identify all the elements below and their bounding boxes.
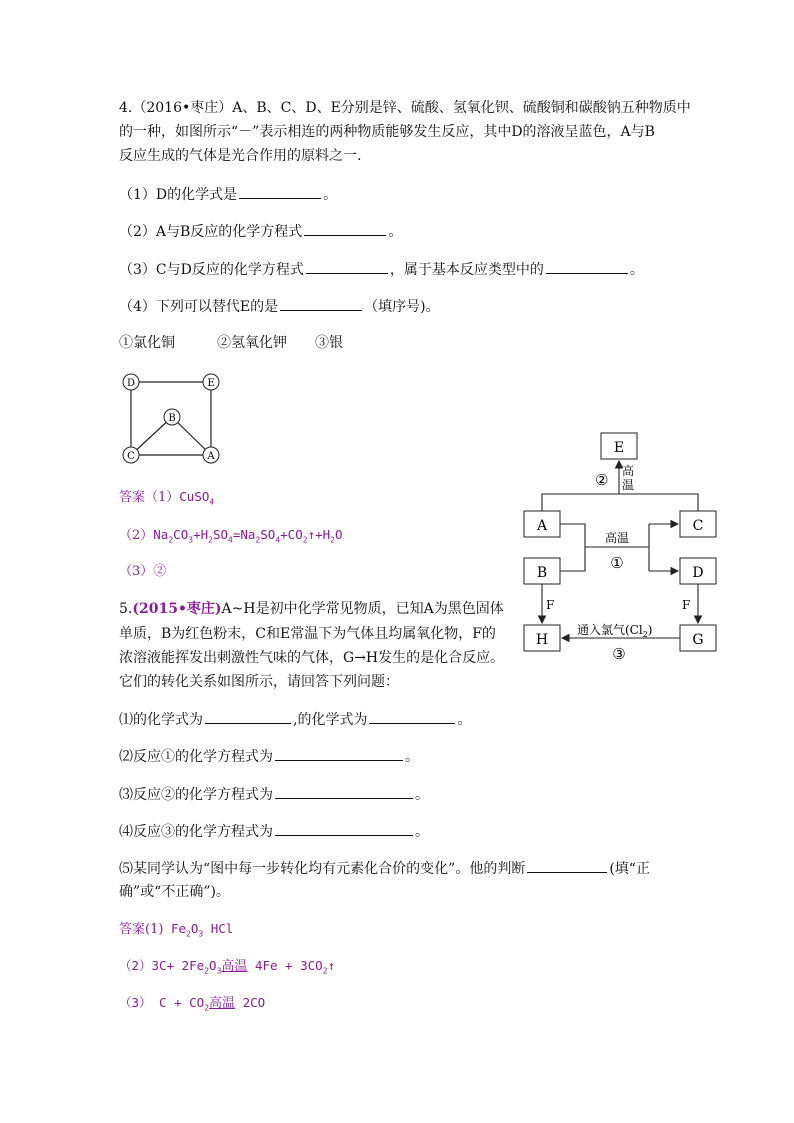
- q4-sub3-mid: ，属于基本反应类型中的: [389, 262, 544, 278]
- svg-text:G: G: [692, 632, 704, 648]
- q5-answer-1-part: HCl: [203, 921, 234, 936]
- q4-intro-line-3: 反应生成的气体是光合作用的原料之一.: [119, 148, 362, 164]
- svg-text:E: E: [613, 440, 625, 456]
- q4-sub1: [119, 184, 337, 205]
- q4-answer-2-sub: 2: [302, 535, 308, 545]
- box-b: [524, 558, 560, 584]
- q5-answer-1-part: Fe: [170, 921, 187, 936]
- label-gaowen-mid: 高温: [604, 531, 630, 545]
- q5-sub1-text-b: ,的化学式为: [293, 712, 368, 728]
- q5-sub4-end: 。: [415, 824, 429, 840]
- q4-answer-1-sub: 4: [209, 497, 215, 507]
- q5-sub2-blank[interactable]: [275, 746, 403, 761]
- box-e: [601, 433, 637, 459]
- q5-sub1-end: 。: [457, 712, 472, 728]
- q4-sub4-end: （填序号)。: [364, 299, 440, 315]
- q5-answer-2-sub: 2: [322, 966, 328, 976]
- q5-sub3-end: 。: [415, 787, 429, 803]
- q5-sub2: [119, 746, 419, 767]
- q5-sub2-end: 。: [405, 749, 419, 765]
- q5-source: (2015•枣庄): [132, 601, 222, 617]
- q4-answer-2-sub: 4: [228, 535, 233, 545]
- q5-answer-3-prefix: （3） C + CO: [119, 995, 205, 1010]
- box-g: [680, 625, 716, 651]
- q4-answer-1: [119, 487, 214, 513]
- q4-sub4-text: （4）下列可以替代E的是: [119, 299, 279, 315]
- q4-answer-2-prefix: （2）: [119, 528, 154, 543]
- q4-answer-1-value: CuSO: [179, 489, 210, 504]
- label-circle-3: ③: [612, 645, 626, 663]
- q5-sub1-blank-1[interactable]: [205, 709, 291, 724]
- q5-answer-2-condition: 高温: [221, 959, 248, 974]
- svg-text:E: E: [207, 378, 215, 389]
- q4-sub1-text: （1）D的化学式是: [119, 187, 238, 203]
- q4-sub1-blank[interactable]: [239, 184, 321, 199]
- q4-sub3-blank-2[interactable]: [546, 259, 628, 274]
- q5-answer-2-part: 4Fe + 3CO: [247, 958, 323, 973]
- q5-answer-2-part: O: [209, 958, 217, 973]
- q4-answer-2-part: SO: [260, 527, 276, 542]
- q4-reaction-diagram: [118, 370, 228, 466]
- q5-sub1-blank-2[interactable]: [369, 709, 455, 724]
- q4-options: ①氯化铜 ②氢氧化钾 ③银: [119, 335, 343, 351]
- q5-answer-1-sub: 2: [186, 929, 191, 939]
- label-circle-2: ②: [595, 471, 609, 489]
- q5-sub5: [119, 858, 650, 879]
- q5-sub5-line-2: 确”或“不正确”)。: [119, 884, 230, 900]
- svg-text:D: D: [126, 378, 136, 389]
- q4-answer-2-sub: 2: [330, 535, 335, 545]
- q4-answer-2-sub: 2: [255, 535, 261, 545]
- line-a-c-top: [542, 494, 698, 511]
- q5-intro-line-4: 它们的转化关系如图所示，请回答下列问题：: [119, 674, 399, 690]
- q4-sub3-text: （3）C与D反应的化学方程式: [119, 262, 304, 278]
- q4-sub3-blank-1[interactable]: [306, 259, 388, 274]
- q4-answer-2-part: Na: [153, 527, 169, 542]
- q5-answer-3-sub: 2: [204, 1003, 210, 1013]
- q5-flow-diagram: [515, 425, 730, 665]
- svg-text:A: A: [536, 518, 548, 534]
- q5-answer-1-label: 答案(1): [119, 922, 164, 937]
- node-e: [203, 374, 219, 390]
- q5-answer-3-condition: 高温: [209, 996, 236, 1011]
- q5-answer-1: [119, 919, 233, 945]
- q4-sub2: [119, 221, 402, 242]
- q4-answer-2-part: CO: [173, 527, 189, 542]
- q4-answer-2-sub: 2: [208, 535, 213, 545]
- q4-answer-2-part: SO: [212, 527, 229, 542]
- q4-sub3-end: 。: [629, 262, 644, 278]
- label-gao-top: 高: [622, 464, 635, 478]
- q5-answer-2-sub: 2: [204, 966, 210, 976]
- svg-text:B: B: [536, 565, 548, 581]
- svg-text:C: C: [127, 451, 135, 462]
- q4-sub3: [119, 259, 644, 280]
- q4-answer-2-sub: 4: [275, 535, 281, 545]
- q4-answer-2: [119, 525, 342, 551]
- label-chlorine: 通入氯气$(Cl_2)$: [577, 623, 653, 639]
- q4-answer-1-label: 答案（1）: [119, 490, 180, 505]
- q5-sub2-text: ⑵反应①的化学方程式为: [119, 749, 273, 765]
- label-f-left: F: [546, 598, 555, 612]
- q5-sub5-end: (填“正: [609, 861, 650, 877]
- q5-number: 5.: [119, 601, 133, 617]
- q4-sub4: [119, 296, 440, 317]
- q5-answer-2-sub: 3: [216, 966, 222, 976]
- q5-intro-line-3: 浓溶液能挥发出刺激性气味的气体，G→H发生的是化合反应。: [119, 650, 505, 666]
- svg-text:C: C: [692, 518, 704, 534]
- q5-answer-2: [119, 956, 335, 982]
- q5-sub1: [119, 709, 471, 730]
- q5-answer-1-sub: 3: [198, 929, 204, 939]
- q5-answer-2-prefix: （2）3C+ 2Fe: [119, 958, 205, 973]
- q5-answer-3: [119, 993, 265, 1019]
- q4-sub4-blank[interactable]: [280, 296, 362, 311]
- box-a: [524, 511, 560, 537]
- q5-intro-line-1: [119, 599, 504, 619]
- q5-answer-2-part: ↑: [327, 958, 336, 973]
- q4-answer-2-part: +CO: [280, 527, 303, 542]
- node-a: [203, 447, 219, 463]
- q5-answer-3-part: 2CO: [235, 995, 266, 1010]
- label-circle-1: ①: [610, 554, 624, 572]
- q5-sub4-text: ⑷反应③的化学方程式为: [119, 824, 273, 840]
- q5-sub4-blank[interactable]: [275, 821, 413, 836]
- svg-text:H: H: [535, 632, 549, 648]
- q5-sub5-text: ⑸某同学认为“图中每一步转化均有元素化合价的变化”。他的判断: [119, 861, 526, 877]
- q5-sub3-blank[interactable]: [275, 784, 413, 799]
- label-f-right: F: [682, 598, 691, 612]
- q4-answer-2-sub: 2: [168, 535, 174, 545]
- q4-answer-2-part: O: [334, 527, 343, 542]
- q4-intro-line-2: 的一种，如图所示“－”表示相连的两种物质能够发生反应，其中D的溶液呈蓝色，A与B: [119, 124, 655, 140]
- q4-answer-2-part: +H: [193, 527, 209, 542]
- q4-answer-2-part: =Na: [232, 527, 256, 542]
- q4-answer-3: （3）②: [119, 564, 167, 579]
- q5-sub1-text-a: ⑴的化学式为: [119, 712, 203, 728]
- q4-sub2-text: （2）A与B反应的化学方程式: [119, 224, 303, 240]
- node-b: [164, 409, 180, 425]
- box-d: [680, 558, 716, 584]
- node-c: [123, 447, 139, 463]
- q5-sub5-blank[interactable]: [527, 858, 607, 873]
- q4-answer-2-sub: 3: [188, 535, 194, 545]
- q5-sub4: [119, 821, 429, 842]
- line-a-b-join: [560, 524, 585, 571]
- node-d: [123, 374, 139, 390]
- svg-text:D: D: [692, 565, 704, 581]
- q5-intro-text: A~H是初中化学常见物质，已知A为黑色固体: [221, 601, 504, 617]
- q5-answer-1-part: O: [190, 921, 199, 936]
- q4-intro-line-1: 4.（2016•枣庄）A、B、C、D、E分别是锌、硫酸、氢氧化钡、硫酸铜和碳酸钠五种物质中: [119, 100, 691, 116]
- svg-text:A: A: [207, 451, 215, 462]
- q5-intro-line-2: 单质，B为红色粉末，C和E常温下为气体且均属氧化物，F的: [119, 626, 496, 642]
- box-h: [524, 625, 560, 651]
- q5-sub3: [119, 784, 429, 805]
- q5-sub3-text: ⑶反应②的化学方程式为: [119, 787, 273, 803]
- box-c: [680, 511, 716, 537]
- label-wen-top: 温: [622, 478, 635, 492]
- q4-sub1-end: 。: [323, 187, 338, 203]
- q4-answer-2-part: ↑+H: [307, 527, 331, 542]
- q4-sub2-end: 。: [388, 224, 403, 240]
- q4-sub2-blank[interactable]: [304, 221, 386, 236]
- svg-text:B: B: [168, 413, 176, 424]
